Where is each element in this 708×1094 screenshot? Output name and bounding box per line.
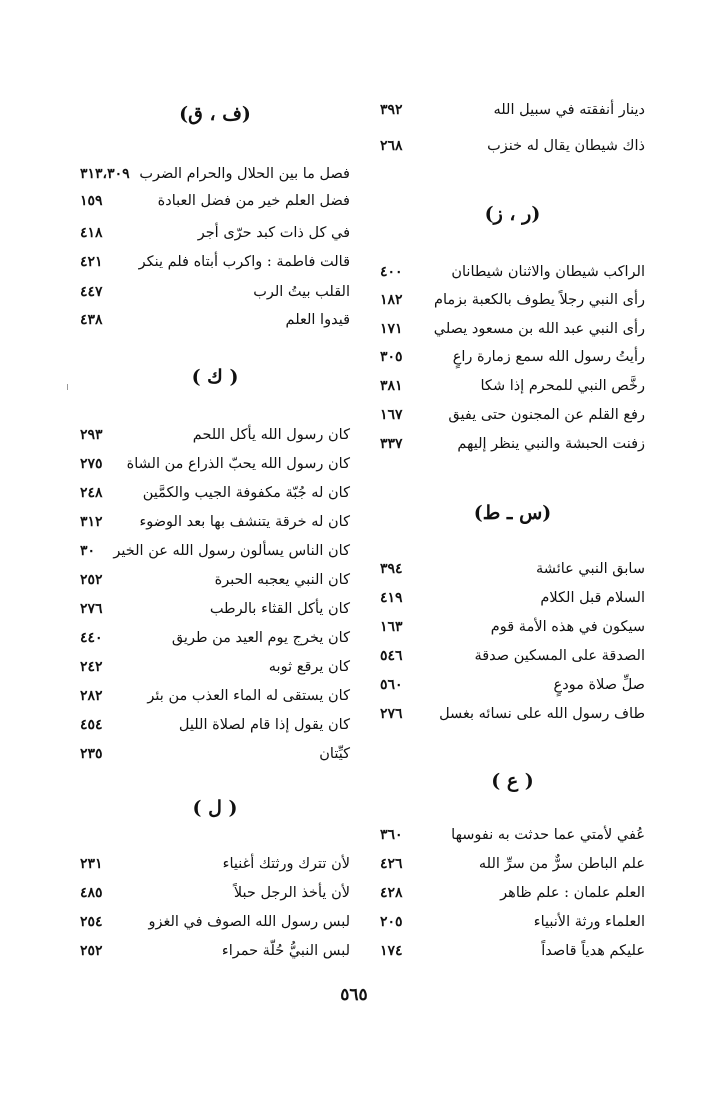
- index-entry: [380, 939, 645, 963]
- entry-page: ٢٣٥: [80, 746, 103, 762]
- entry-text: في كل ذات كبد حرّى أجر: [197, 225, 350, 241]
- index-entry: [80, 510, 350, 534]
- entry-page: ٣١٣،٣٠٩: [80, 166, 130, 182]
- entry-text: كان يرقع ثوبه: [268, 659, 350, 675]
- entry-text: العلم علمان : علم ظاهر: [500, 885, 645, 901]
- entry-text: كان يقول إذا قام لصلاة الليل: [178, 717, 350, 733]
- entry-text: رأى النبي عبد الله بن مسعود يصلي: [433, 321, 645, 337]
- entry-text: العلماء ورثة الأنبياء: [533, 914, 645, 930]
- entry-text: كان له خرقة يتنشف بها بعد الوضوء: [139, 514, 350, 530]
- index-entry: [80, 189, 350, 213]
- entry-text: علم الباطن سرٌّ من سرِّ الله: [478, 856, 645, 872]
- index-entry: [80, 162, 350, 186]
- entry-text: القلب بيتُ الرب: [253, 284, 350, 300]
- entry-text: رفع القلم عن المجنون حتى يفيق: [448, 407, 645, 423]
- index-entry: [80, 655, 350, 679]
- entry-text: سابق النبي عائشة: [535, 561, 645, 577]
- entry-text: كان رسول الله يحبّ الذراع من الشاة: [126, 456, 350, 472]
- index-entry: [380, 881, 645, 905]
- entry-text: رأى النبي رجلاً يطوف بالكعبة بزمام: [433, 292, 645, 308]
- index-entry: [80, 713, 350, 737]
- entry-text: لأن تترك ورثتك أغنياء: [222, 856, 350, 872]
- entry-page: ٢٤٨: [80, 485, 103, 501]
- entry-text: لأن يأخذ الرجل حبلاً: [233, 885, 350, 901]
- section-heading-kaf: ( ك ): [191, 366, 239, 388]
- index-entry: [380, 345, 645, 369]
- entry-page: ٢٥٢: [80, 943, 103, 959]
- entry-page: ٢٣١: [80, 856, 103, 872]
- entry-page: ٤٤٠: [80, 630, 103, 646]
- entry-text: قيدوا العلم: [285, 312, 350, 328]
- index-entry: [380, 403, 645, 427]
- entry-text: الراكب شيطان والاثنان شيطانان: [451, 264, 645, 280]
- entry-page: ١٦٧: [380, 407, 403, 423]
- index-entry: [380, 586, 645, 610]
- index-entry: [380, 374, 645, 398]
- entry-page: ٥٦٠: [380, 677, 403, 693]
- index-entry: [80, 742, 350, 766]
- entry-page: ٤٤٧: [80, 284, 103, 300]
- index-entry: [380, 852, 645, 876]
- entry-page: ٥٤٦: [380, 648, 403, 664]
- margin-mark: [67, 384, 68, 390]
- entry-page: ١٦٣: [380, 619, 403, 635]
- entry-text: فضل العلم خير من فضل العبادة: [157, 193, 350, 209]
- index-entry: [380, 317, 645, 341]
- entry-page: ٣٦٠: [380, 827, 403, 843]
- entry-text: كيِّتان: [319, 746, 350, 762]
- entry-text: ذاك شيطان يقال له خنزب: [487, 138, 645, 154]
- entry-text: السلام قبل الكلام: [540, 590, 645, 606]
- entry-text: كان النبي يعجبه الحبرة: [214, 572, 350, 588]
- entry-text: كان له جُبّة مكفوفة الجيب والكمَّين: [142, 485, 350, 501]
- entry-page: ٢٧٥: [80, 456, 103, 472]
- entry-page: ٤١٨: [80, 225, 103, 241]
- entry-text: الصدقة على المسكين صدقة: [474, 648, 645, 664]
- entry-text: قالت فاطمة : واكرب أبتاه فلم ينكر: [138, 254, 350, 270]
- entry-page: ٢٧٦: [380, 706, 403, 722]
- entry-page: ٣١٢: [80, 514, 103, 530]
- index-entry: [80, 597, 350, 621]
- entry-text: دينار أنفقته في سبيل الله: [493, 102, 645, 118]
- entry-text: عُفي لأمتي عما حدثت به نفوسها: [451, 827, 645, 843]
- index-entry: [380, 557, 645, 581]
- index-entry: [80, 568, 350, 592]
- section-heading-ra-zay: (ر ، ز): [484, 203, 541, 225]
- entry-page: ٢٦٨: [380, 138, 403, 154]
- index-entry: [80, 481, 350, 505]
- index-entry: [380, 644, 645, 668]
- entry-page: ٣٩٤: [380, 561, 403, 577]
- index-entry: [380, 432, 645, 456]
- entry-page: ٣٣٧: [380, 436, 403, 452]
- right-column: [380, 0, 645, 1094]
- section-heading-sin-ta: (س ـ ط): [473, 502, 552, 524]
- index-entry: [380, 288, 645, 312]
- entry-page: ٤٢١: [80, 254, 103, 270]
- index-entry: [80, 539, 350, 563]
- entry-page: ٢٥٢: [80, 572, 103, 588]
- entry-page: ٢٧٦: [80, 601, 103, 617]
- entry-page: ١٧١: [380, 321, 403, 337]
- section-heading-fa-qaf: (ف ، ق): [179, 103, 251, 125]
- index-entry: [80, 881, 350, 905]
- entry-text: عليكم هدياً قاصداً: [541, 943, 645, 959]
- entry-text: سيكون في هذه الأمة قوم: [490, 619, 645, 635]
- index-entry: [80, 452, 350, 476]
- entry-page: ٤٣٨: [80, 312, 103, 328]
- entry-text: كان يستقى له الماء العذب من بئر: [147, 688, 350, 704]
- index-entry: [80, 684, 350, 708]
- entry-page: ٢٥٤: [80, 914, 103, 930]
- entry-page: ٣٠: [80, 543, 96, 559]
- index-entry: [80, 423, 350, 447]
- page-number: ٥٦٥: [340, 985, 368, 1005]
- index-entry: [380, 134, 645, 158]
- entry-page: ٢٠٥: [380, 914, 403, 930]
- left-column: [80, 0, 350, 1094]
- entry-page: ٤٢٨: [380, 885, 403, 901]
- entry-page: ٤٨٥: [80, 885, 103, 901]
- entry-text: كان يخرج يوم العيد من طريق: [171, 630, 350, 646]
- entry-page: ١٨٢: [380, 292, 403, 308]
- index-entry: [80, 939, 350, 963]
- entry-text: رأيتُ رسول الله سمع زمارة راعٍ: [452, 349, 645, 365]
- index-entry: [80, 250, 350, 274]
- entry-page: ٢٤٢: [80, 659, 103, 675]
- entry-text: صلِّ صلاة مودعٍ: [553, 677, 645, 693]
- index-entry: [80, 280, 350, 304]
- index-entry: [380, 98, 645, 122]
- index-entry: [380, 823, 645, 847]
- entry-page: ٣٠٥: [380, 349, 403, 365]
- entry-text: كان رسول الله يأكل اللحم: [192, 427, 350, 443]
- entry-page: ١٧٤: [380, 943, 403, 959]
- entry-text: طاف رسول الله على نسائه بغسل: [439, 706, 645, 722]
- section-heading-lam: ( ل ): [192, 797, 238, 819]
- entry-page: ٣٨١: [380, 378, 403, 394]
- entry-text: كان الناس يسألون رسول الله عن الخير: [113, 543, 350, 559]
- entry-text: فصل ما بين الحلال والحرام الضرب: [139, 166, 350, 182]
- entry-page: ٢٨٢: [80, 688, 103, 704]
- index-entry: [380, 615, 645, 639]
- index-entry: [80, 626, 350, 650]
- index-entry: [380, 702, 645, 726]
- entry-page: ٤٥٤: [80, 717, 103, 733]
- entry-text: لبس رسول الله الصوف في الغزو: [148, 914, 350, 930]
- entry-page: ٤٠٠: [380, 264, 403, 280]
- entry-page: ٣٩٢: [380, 102, 403, 118]
- entry-page: ١٥٩: [80, 193, 103, 209]
- entry-text: رخَّص النبي للمحرم إذا شكا: [480, 378, 645, 394]
- index-entry: [380, 260, 645, 284]
- index-entry: [80, 852, 350, 876]
- entry-page: ٤١٩: [380, 590, 403, 606]
- index-entry: [380, 673, 645, 697]
- entry-text: زفنت الحبشة والنبي ينظر إليهم: [457, 436, 645, 452]
- index-entry: [380, 910, 645, 934]
- entry-text: لبس النبيُّ حُلّة حمراء: [221, 943, 350, 959]
- index-entry: [80, 221, 350, 245]
- entry-page: ٢٩٣: [80, 427, 103, 443]
- entry-text: كان يأكل القثاء بالرطب: [209, 601, 350, 617]
- section-heading-ayn: ( ع ): [491, 770, 534, 792]
- index-entry: [80, 910, 350, 934]
- index-entry: [80, 308, 350, 332]
- entry-page: ٤٢٦: [380, 856, 403, 872]
